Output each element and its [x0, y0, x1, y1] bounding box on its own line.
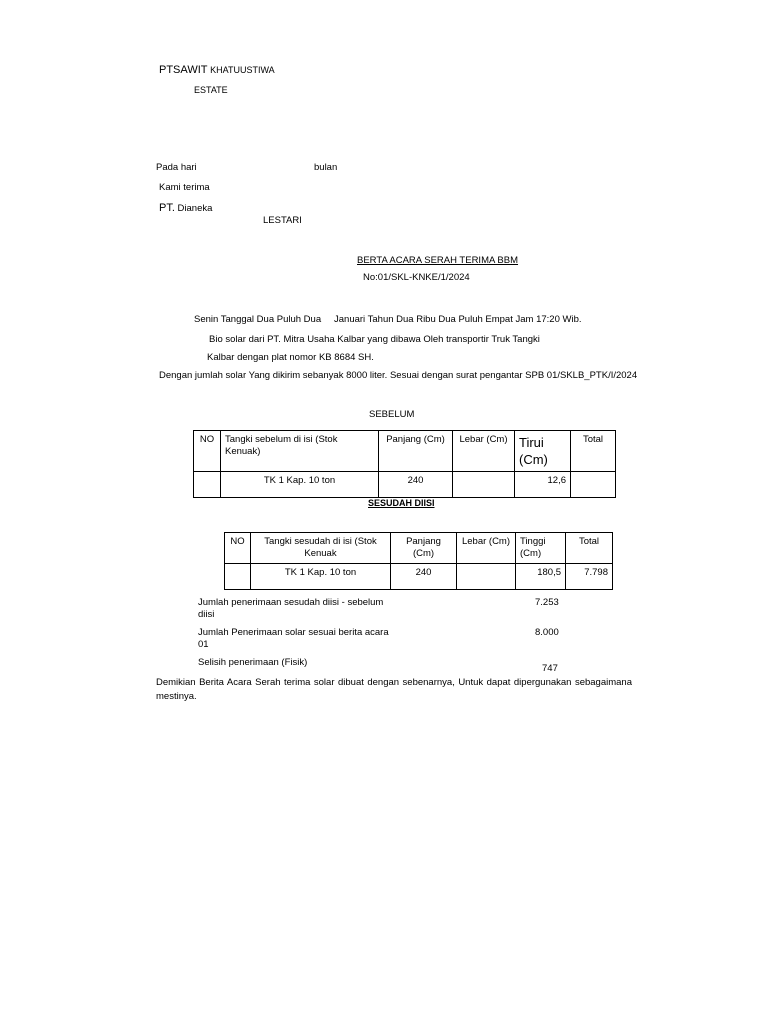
before-cell-panjang: 240 [379, 472, 453, 498]
pt-company: Dianeka [177, 203, 213, 214]
after-cell-tinggi: 180,5 [516, 564, 566, 590]
before-header-lebar: Lebar (Cm) [453, 431, 515, 472]
document-number: No:01/SKL-KNKE/1/2024 [363, 272, 470, 283]
company-name [159, 64, 275, 77]
after-header-row [225, 533, 613, 564]
before-header-panjang: Panjang (Cm) [379, 431, 453, 472]
before-cell-tangki: TK 1 Kap. 10 ton [221, 472, 379, 498]
body-line1a: Senin Tanggal Dua Puluh Dua [194, 314, 322, 325]
pt-name [159, 202, 212, 215]
summary-item2-value: 8.000 [535, 627, 559, 638]
after-header-lebar: Lebar (Cm) [457, 533, 516, 564]
after-data-row [225, 564, 613, 590]
estate-label: ESTATE [194, 85, 228, 95]
before-header-row [194, 431, 616, 472]
summary-item3-label: Selisih penerimaan (Fisik) [198, 657, 308, 668]
body-line1b: Januari Tahun Dua Ribu Dua Puluh Empat Jam 17:20 Wib. [334, 314, 582, 325]
before-header-tinggi: Tirui (Cm) [515, 431, 571, 472]
before-cell-tinggi: 12,6 [515, 472, 571, 498]
after-header-total: Total [566, 533, 613, 564]
body-line4: Dengan jumlah solar Yang dikirim sebanyak 8000 liter. Sesuai dengan surat pengantar SPB 01/SKLB_PTK/I/2024 [159, 370, 638, 381]
after-table [224, 532, 613, 590]
closing-paragraph: Demikian Berita Acara Serah terima solar dibuat dengan sebenarnya, Untuk dapat dipergunakan sebagaimana mestinya. [156, 677, 632, 702]
lestari-label: LESTARI [263, 215, 302, 226]
before-header-no: NO [194, 431, 221, 472]
before-header-tangki: Tangki sebelum di isi (Stok Kenuak) [221, 431, 379, 472]
after-header-tangki: Tangki sesudah di isi (Stok Kenuak [251, 533, 391, 564]
before-table [193, 430, 616, 498]
after-cell-total: 7.798 [566, 564, 613, 590]
summary-item3-value: 747 [542, 663, 558, 674]
document-title: BERTA ACARA SERAH TERIMA BBM [357, 255, 519, 266]
summary-item2-label: Jumlah Penerimaan solar sesuai berita acara 01 [198, 627, 389, 650]
after-header-tinggi: Tinggi (Cm) [516, 533, 566, 564]
after-cell-lebar [457, 564, 516, 590]
summary-item1-label: Jumlah penerimaan sesudah diisi - sebelum diisi [198, 597, 384, 620]
pada-hari-label: Pada hari [156, 162, 197, 173]
after-cell-no [225, 564, 251, 590]
before-cell-no [194, 472, 221, 498]
after-header-panjang: Panjang (Cm) [391, 533, 457, 564]
after-label: SESUDAH DIISI [368, 498, 435, 508]
body-line3: Kalbar dengan plat nomor KB 8684 SH. [207, 352, 374, 363]
after-cell-panjang: 240 [391, 564, 457, 590]
before-data-row [194, 472, 616, 498]
before-label: SEBELUM [369, 409, 415, 420]
pt-prefix: PT. [159, 202, 175, 214]
company-main: PTSAWIT [159, 64, 208, 76]
after-cell-tangki: TK 1 Kap. 10 ton [251, 564, 391, 590]
before-cell-total [571, 472, 616, 498]
kami-terima-label: Kami terima [159, 182, 210, 193]
body-line2: Bio solar dari PT. Mitra Usaha Kalbar yang dibawa Oleh transportir Truk Tangki [209, 334, 540, 345]
after-header-no: NO [225, 533, 251, 564]
before-header-total: Total [571, 431, 616, 472]
summary-item1-value: 7.253 [535, 597, 559, 608]
before-cell-lebar [453, 472, 515, 498]
company-sub: KHATUUSTIWA [210, 65, 275, 75]
bulan-label: bulan [314, 162, 338, 173]
